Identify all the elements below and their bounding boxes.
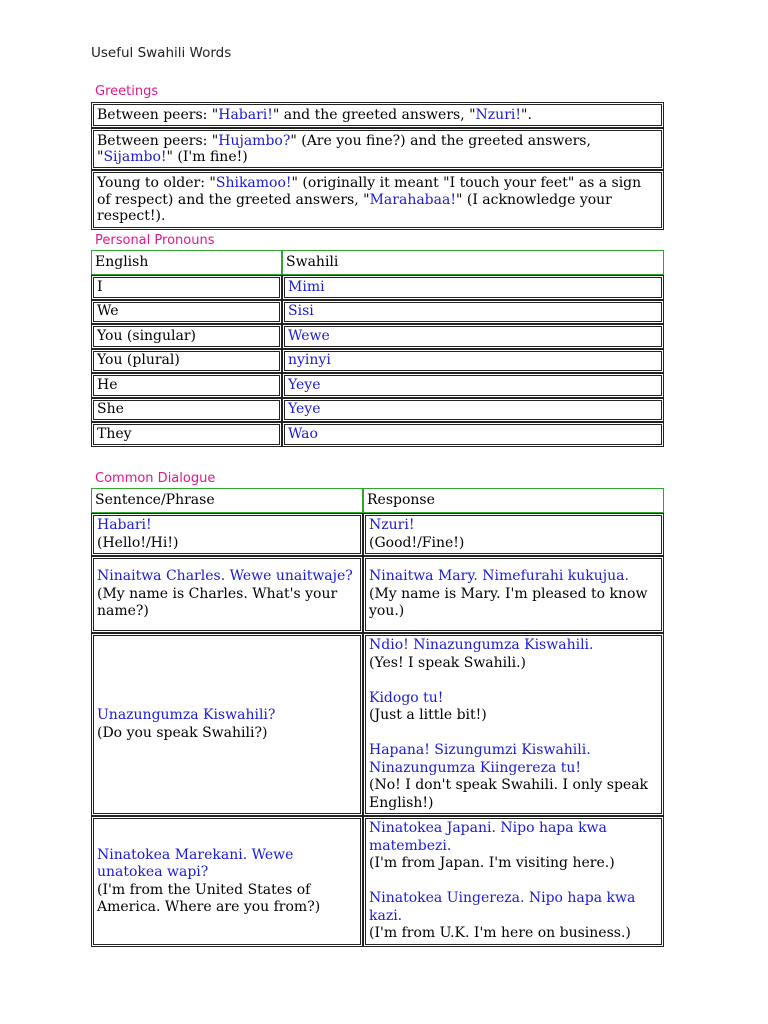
swahili-phrase: Ninaitwa Mary. Nimefurahi kukujua.: [369, 568, 629, 585]
cell-text: (My name is Mary. I'm pleased to know you.): [369, 585, 648, 620]
swahili-phrase: Ninaitwa Charles. Wewe unaitwaje?: [97, 568, 353, 585]
swahili-phrase: Hapana! Sizungumzi Kiswahili. Ninazungumza Kiingereza tu!: [369, 742, 591, 776]
cell-text: (I'm from U.K. I'm here on business.): [369, 925, 631, 942]
cell-text: Young to older: ": [97, 175, 216, 192]
pronouns-header-row: [91, 250, 664, 275]
greetings-table: [91, 102, 664, 230]
dialogue-row: [91, 633, 664, 816]
dialogue-response-cell: [363, 556, 664, 633]
pronoun-row: [91, 349, 664, 374]
cell-text: " (Are you fine?) and the greeted answers, ": [97, 132, 591, 165]
swahili-phrase: Habari!: [97, 517, 152, 533]
pronoun-swahili: Mimi: [282, 275, 664, 300]
swahili-phrase: Kidogo tu!: [369, 689, 444, 706]
greetings-cell: [91, 128, 664, 170]
pronoun-swahili: Wao: [282, 422, 664, 447]
swahili-phrase: Ndio! Ninazungumza Kiswahili.: [369, 637, 594, 653]
swahili-phrase: Sijambo!: [103, 149, 167, 165]
cell-text: (Just a little bit!): [369, 707, 487, 723]
dialogue-header-response: Response: [363, 488, 664, 513]
dialogue-phrase-cell: [91, 513, 363, 556]
pronoun-swahili: Sisi: [282, 300, 664, 325]
cell-text: (Hello!/Hi!): [97, 534, 179, 551]
swahili-phrase: Ninatokea Marekani. Wewe unatokea wapi?: [97, 846, 294, 880]
pronoun-english: You (plural): [91, 349, 282, 374]
pronoun-english: I: [91, 275, 282, 300]
cell-text: (I'm from Japan. I'm visiting here.): [369, 855, 615, 872]
cell-text: (No! I don't speak Swahili. I only speak English!): [369, 777, 649, 811]
cell-text: " and the greeted answers, ": [272, 106, 476, 123]
pronoun-swahili: Yeye: [282, 373, 664, 398]
dialogue-phrase-cell: [91, 816, 363, 947]
swahili-phrase: Habari!: [218, 106, 273, 123]
cell-text: (Yes! I speak Swahili.): [369, 654, 527, 671]
pronoun-swahili: Wewe: [282, 324, 664, 349]
swahili-phrase: Nzuri!: [475, 106, 521, 123]
dialogue-row: [91, 816, 664, 947]
cell-text: (My name is Charles. What's your name?): [97, 585, 338, 620]
cell-text: Between peers: ": [97, 106, 219, 123]
cell-text: " (I'm fine!): [166, 149, 248, 165]
pronoun-english: They: [91, 422, 282, 447]
greetings-cell: [91, 170, 664, 230]
swahili-phrase: Shikamoo!: [215, 175, 292, 192]
greetings-cell: [91, 102, 664, 128]
dialogue-row: [91, 513, 664, 556]
dialogue-response-cell: [363, 513, 664, 556]
document-title: Useful Swahili Words: [91, 45, 232, 61]
cell-text: ".: [521, 106, 532, 123]
dialogue-phrase-cell: [91, 633, 363, 816]
swahili-phrase: Ninatokea Japani. Nipo hapa kwa matembezi.: [369, 820, 607, 854]
pronoun-english: We: [91, 300, 282, 325]
pronoun-swahili: Yeye: [282, 398, 664, 423]
pronouns-header-english: English: [91, 250, 282, 275]
pronoun-row: [91, 275, 664, 300]
swahili-phrase: Hujambo?: [218, 132, 291, 149]
cell-text: (Good!/Fine!): [369, 534, 465, 551]
dialogue-header-row: [91, 488, 664, 513]
pronoun-english: She: [91, 398, 282, 423]
greetings-row: [91, 128, 664, 170]
greetings-row: [91, 102, 664, 128]
pronouns-heading: Personal Pronouns: [95, 233, 215, 248]
pronoun-english: He: [91, 373, 282, 398]
greetings-heading: Greetings: [95, 84, 159, 99]
pronoun-row: [91, 422, 664, 447]
pronoun-row: [91, 373, 664, 398]
swahili-phrase: Marahabaa!: [369, 191, 456, 208]
dialogue-row: [91, 556, 664, 633]
pronouns-header-swahili: Swahili: [282, 250, 664, 275]
dialogue-heading: Common Dialogue: [95, 471, 216, 486]
cell-text: (I'm from the United States of America. Where are you from?): [97, 881, 321, 915]
pronoun-swahili: nyinyi: [282, 349, 664, 374]
swahili-phrase: Ninatokea Uingereza. Nipo hapa kwa kazi.: [369, 890, 636, 924]
swahili-phrase: Nzuri!: [369, 517, 415, 533]
cell-text: Between peers: ": [97, 132, 219, 149]
pronouns-table: [91, 250, 664, 447]
cell-text: (Do you speak Swahili?): [97, 724, 268, 741]
swahili-phrase: Unazungumza Kiswahili?: [97, 707, 276, 723]
dialogue-response-cell: [363, 816, 664, 947]
dialogue-header-phrase: Sentence/Phrase: [91, 488, 363, 513]
cell-text: " (originally it meant "I touch your feet" as a sign of respect) and the greeted answers, ": [97, 175, 642, 208]
pronoun-english: You (singular): [91, 324, 282, 349]
dialogue-table: [91, 488, 664, 947]
pronoun-row: [91, 324, 664, 349]
cell-text: " (I acknowledge your respect!).: [97, 191, 612, 225]
dialogue-phrase-cell: [91, 556, 363, 633]
greetings-row: [91, 170, 664, 230]
dialogue-response-cell: [363, 633, 664, 816]
pronoun-row: [91, 300, 664, 325]
pronoun-row: [91, 398, 664, 423]
